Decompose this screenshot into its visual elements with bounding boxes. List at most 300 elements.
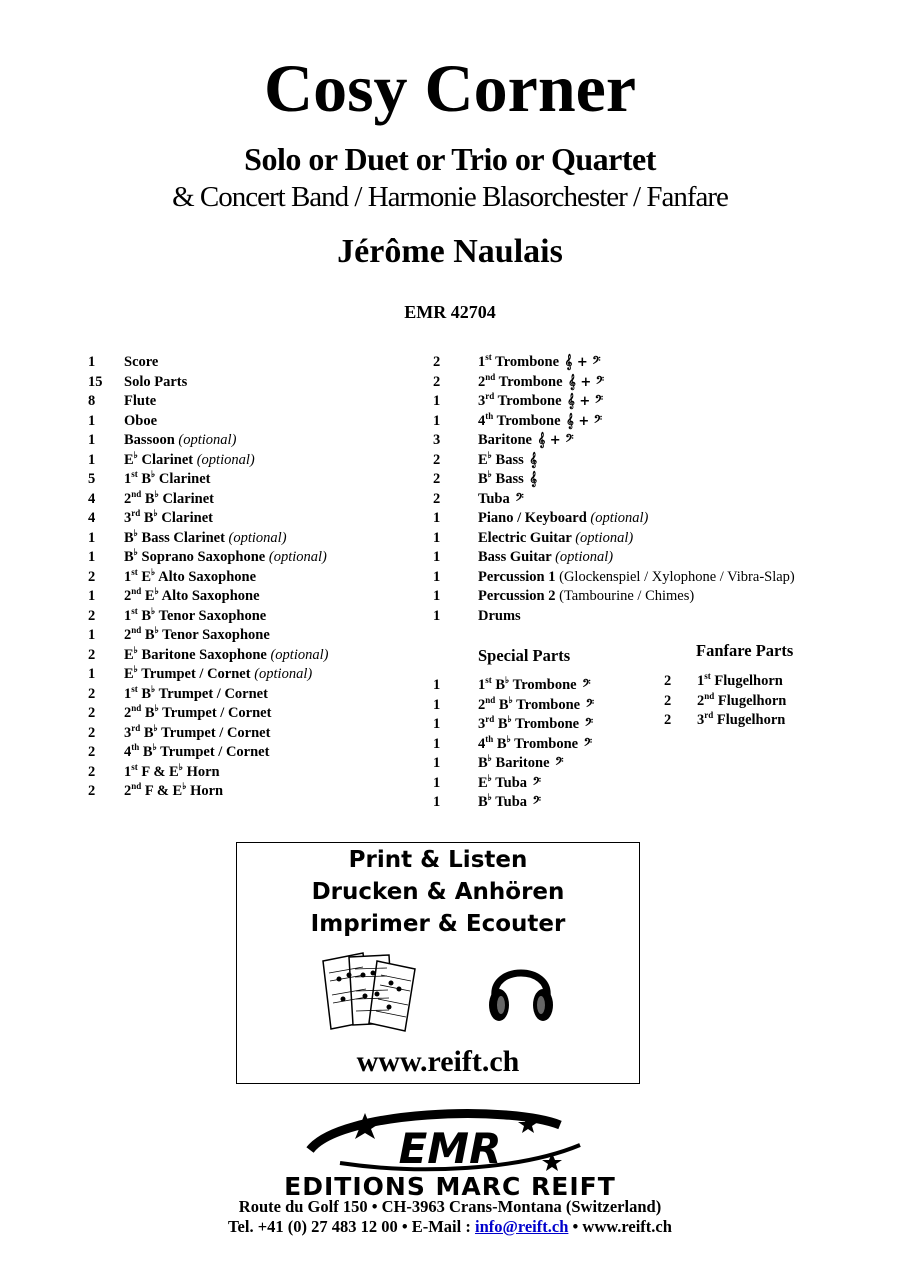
part-name-segment: B — [478, 755, 488, 771]
part-name-segment: th — [131, 742, 140, 753]
part-name-segment: B — [491, 677, 506, 693]
part-name-segment: Percussion 1 — [478, 568, 560, 585]
part-name-segment: 3 — [478, 393, 486, 409]
part-name — [124, 412, 157, 432]
part-name-segment: B — [140, 510, 154, 526]
bass-clef-icon: 𝄢 — [532, 775, 541, 791]
parts-list-left — [88, 353, 328, 802]
part-quantity: 1 — [433, 568, 441, 585]
part-name — [478, 676, 591, 696]
bass-clef-icon: 𝄢 — [532, 795, 541, 810]
part-quantity: 15 — [88, 373, 103, 390]
subtitle: Solo or Duet or Trio or Quartet — [244, 141, 656, 177]
part-row — [88, 412, 328, 432]
part-name — [124, 568, 256, 588]
part-name-segment: Trombone — [511, 716, 583, 732]
part-row — [433, 676, 594, 696]
part-quantity: 1 — [433, 755, 441, 771]
part-name — [124, 626, 270, 646]
part-name-segment: Baritone Saxophone — [137, 646, 271, 663]
part-name-segment: B — [124, 529, 134, 546]
part-row — [433, 607, 795, 627]
part-name — [697, 672, 783, 692]
bass-clef-icon: 𝄢 — [583, 736, 593, 752]
part-name-segment: ♭ — [182, 781, 187, 792]
part-row — [88, 568, 328, 588]
part-name-segment: nd — [131, 781, 142, 792]
part-row — [88, 743, 328, 763]
part-name-segment: nd — [131, 703, 142, 714]
part-quantity: 2 — [88, 685, 96, 702]
part-name-segment: E — [478, 774, 488, 791]
part-name — [124, 529, 287, 549]
part-name — [478, 548, 613, 568]
part-name — [478, 353, 601, 373]
part-name-segment: Trombone — [509, 677, 581, 693]
part-name-segment: 1 — [124, 568, 132, 585]
part-name-segment: ♭ — [151, 566, 156, 577]
part-name-segment: 1 — [124, 685, 132, 702]
part-row — [88, 782, 328, 802]
part-name-segment: 1 — [124, 763, 132, 780]
part-name-segment: Drums — [478, 607, 521, 624]
part-name-segment: 4 — [478, 412, 486, 429]
part-name-segment: ♭ — [151, 605, 156, 616]
part-name-segment: Alto Saxophone — [158, 588, 260, 604]
treble-bass-clef-icon: 𝄞 + 𝄢 — [568, 374, 605, 390]
part-name-segment: ♭ — [154, 586, 159, 597]
part-name-segment: F & E — [141, 783, 183, 799]
part-name-segment: Trumpet / Cornet — [155, 685, 268, 702]
part-name-segment: Tenor Saxophone — [155, 607, 267, 624]
part-name-segment: Trumpet / Cornet — [158, 705, 272, 721]
part-name-segment: rd — [485, 391, 495, 402]
part-name-segment: 2 — [478, 373, 486, 390]
part-name-segment: E — [124, 666, 134, 682]
part-name-segment: Solo Parts — [124, 373, 188, 390]
part-quantity: 1 — [88, 412, 96, 429]
part-name-segment: (Glockenspiel / Xylophone / Vibra-Slap) — [559, 568, 795, 585]
part-quantity: 1 — [433, 696, 441, 713]
part-quantity: 2 — [88, 744, 96, 760]
publisher-name: EDITIONS MARC REIFT — [284, 1172, 616, 1201]
part-name — [478, 509, 648, 529]
part-name-segment: Flugelhorn — [714, 692, 787, 709]
part-name-segment: ♭ — [487, 753, 492, 764]
part-name-segment: ♭ — [487, 792, 492, 803]
part-quantity: 2 — [88, 763, 96, 780]
part-name-segment: B — [478, 471, 488, 487]
part-name-segment: B — [141, 627, 155, 643]
part-name-segment: rd — [485, 714, 495, 725]
part-name-segment: B — [494, 716, 508, 732]
part-name — [478, 568, 795, 588]
part-name-segment: Trombone — [495, 373, 567, 390]
part-name-segment: 2 — [124, 490, 132, 507]
part-name-segment: Flute — [124, 393, 157, 409]
bass-clef-icon: 𝄢 — [555, 756, 564, 771]
part-quantity: 1 — [433, 529, 441, 546]
part-name — [478, 373, 604, 393]
part-name-segment: Flugelhorn — [710, 673, 783, 689]
part-name — [124, 548, 327, 568]
part-name — [478, 696, 594, 716]
part-row — [88, 353, 328, 373]
part-name-segment: ♭ — [133, 547, 138, 558]
part-name-segment: ♭ — [153, 722, 158, 733]
part-name-segment: st — [704, 671, 711, 682]
part-name-segment: 3 — [478, 716, 486, 732]
part-name — [478, 431, 574, 451]
part-name-segment: Tuba — [491, 794, 531, 810]
part-name-segment: 1 — [478, 677, 486, 693]
part-name — [478, 392, 603, 412]
part-name-segment: 3 — [124, 510, 132, 526]
part-name-segment: Oboe — [124, 412, 158, 429]
part-name — [124, 743, 269, 763]
part-name-segment: Clarinet — [137, 451, 197, 468]
part-name-segment: F & E — [137, 763, 179, 780]
part-name-segment: nd — [131, 625, 142, 636]
part-row — [433, 715, 594, 735]
part-name-segment: st — [485, 352, 492, 363]
part-name-segment: Soprano Saxophone — [137, 549, 269, 565]
part-name-segment: (optional) — [254, 666, 313, 682]
part-name-segment: E — [478, 451, 488, 468]
part-name-segment: ♭ — [154, 625, 159, 636]
part-row — [433, 373, 795, 393]
part-name — [478, 587, 694, 607]
part-name-segment: Bass Guitar — [478, 549, 556, 565]
part-name-segment: ♭ — [487, 449, 492, 460]
part-row — [433, 568, 795, 588]
part-row — [433, 754, 594, 774]
promo-line-french: Imprimer & Ecouter — [310, 911, 566, 937]
part-name — [697, 711, 785, 731]
part-name-segment: (optional) — [575, 529, 634, 546]
part-name-segment: ♭ — [133, 644, 138, 655]
part-name — [478, 735, 592, 755]
part-name-segment: (optional) — [555, 549, 614, 565]
part-name-segment: 1 — [124, 471, 132, 487]
part-name-segment: (Tambourine / Chimes) — [559, 588, 695, 604]
part-quantity: 1 — [433, 607, 441, 624]
part-name-segment: ♭ — [154, 703, 159, 714]
instrumentation-subtitle: & Concert Band / Harmonie Blasorchester / Fanfare — [172, 181, 728, 213]
part-name-segment: 2 — [124, 705, 132, 721]
part-name-segment: E — [137, 568, 152, 585]
part-quantity: 1 — [433, 677, 441, 693]
part-name-segment: ♭ — [151, 469, 156, 480]
part-quantity: 4 — [88, 510, 96, 526]
part-name — [124, 470, 210, 490]
part-row — [88, 490, 328, 510]
part-name-segment: B — [478, 794, 488, 810]
part-name-segment: nd — [485, 694, 496, 705]
part-name-segment: Baritone — [478, 432, 536, 448]
part-row — [88, 665, 328, 685]
part-row — [433, 431, 795, 451]
part-name-segment: ♭ — [178, 761, 183, 772]
part-name — [478, 451, 537, 471]
promo-website-link[interactable]: www.reift.ch — [356, 1045, 520, 1078]
contact-phone: Tel. +41 (0) 27 483 12 00 • E-Mail : — [228, 1217, 475, 1236]
part-name-segment: th — [485, 733, 494, 744]
part-row — [433, 509, 795, 529]
part-name-segment: Piano / Keyboard — [478, 510, 591, 526]
part-row — [88, 685, 328, 705]
part-name — [124, 509, 213, 529]
part-name-segment: st — [131, 566, 138, 577]
part-name-segment: Score — [124, 354, 159, 370]
part-name-segment: Trumpet / Cornet — [157, 724, 271, 741]
part-quantity: 3 — [433, 432, 441, 448]
part-name — [124, 782, 223, 802]
part-name-segment: nd — [485, 371, 496, 382]
part-row — [88, 431, 328, 451]
part-name-segment: 2 — [124, 627, 132, 643]
part-name-segment: E — [124, 646, 134, 663]
part-row — [433, 548, 795, 568]
part-name-segment: (optional) — [270, 646, 329, 663]
part-name — [124, 353, 158, 373]
part-name-segment: Trumpet / Cornet — [156, 744, 270, 760]
part-row — [433, 451, 795, 471]
part-name-segment: st — [131, 683, 138, 694]
part-name-segment: B — [141, 490, 155, 507]
publisher-contact — [0, 1217, 900, 1237]
part-name-segment: B — [495, 696, 509, 713]
part-name-segment: 2 — [124, 588, 132, 604]
part-name-segment: Horn — [182, 763, 220, 780]
part-row — [433, 392, 795, 412]
promo-line-german: Drucken & Anhören — [311, 879, 565, 905]
part-quantity: 2 — [88, 607, 96, 624]
bass-clef-icon: 𝄢 — [515, 491, 524, 507]
part-name-segment: 1 — [124, 607, 132, 624]
part-name-segment: 1 — [697, 673, 705, 689]
part-row — [433, 793, 594, 813]
part-name — [478, 715, 593, 735]
part-quantity: 1 — [433, 549, 441, 565]
part-name — [478, 490, 524, 510]
part-name-segment: ♭ — [506, 733, 511, 744]
special-parts-heading: Special Parts — [478, 646, 571, 665]
bass-clef-icon: 𝄢 — [582, 678, 591, 693]
treble-bass-clef-icon: 𝄞 + 𝄢 — [567, 394, 604, 409]
part-name-segment: (optional) — [178, 432, 237, 448]
part-name-segment: 2 — [697, 692, 705, 709]
part-quantity: 2 — [433, 354, 441, 370]
part-quantity: 2 — [88, 724, 96, 741]
part-row — [88, 451, 328, 471]
part-quantity: 1 — [433, 412, 441, 429]
part-quantity: 1 — [88, 666, 96, 682]
part-name-segment: Clarinet — [158, 490, 214, 507]
part-name-segment: 3 — [697, 712, 705, 728]
part-name-segment: 2 — [478, 696, 486, 713]
bass-clef-icon: 𝄢 — [585, 697, 595, 713]
part-name-segment: Percussion 2 — [478, 588, 560, 604]
part-quantity: 1 — [433, 716, 441, 732]
part-name-segment: Trumpet / Cornet — [137, 666, 255, 682]
part-name-segment: Trombone — [512, 696, 584, 713]
part-row — [433, 587, 795, 607]
treble-clef-icon: 𝄞 — [529, 452, 538, 468]
part-row — [88, 392, 328, 412]
part-name — [124, 704, 271, 724]
part-name — [124, 685, 268, 705]
part-quantity: 4 — [88, 490, 96, 507]
treble-clef-icon: 𝄞 — [529, 472, 538, 487]
part-name-segment: ♭ — [133, 449, 138, 460]
part-row — [433, 529, 795, 549]
part-quantity: 1 — [88, 354, 96, 370]
part-name-segment: Electric Guitar — [478, 529, 576, 546]
part-quantity: 2 — [433, 373, 441, 390]
part-name — [478, 754, 564, 774]
treble-bass-clef-icon: 𝄞 + 𝄢 — [537, 433, 574, 448]
treble-bass-clef-icon: 𝄞 + 𝄢 — [564, 355, 601, 370]
part-name-segment: 2 — [124, 783, 132, 799]
part-quantity: 1 — [88, 588, 96, 604]
part-quantity: 1 — [433, 794, 441, 810]
print-listen-box — [236, 842, 640, 1084]
part-name-segment: 3 — [124, 724, 132, 741]
part-name-segment: Baritone — [491, 755, 554, 771]
part-name-segment: B — [140, 724, 154, 741]
part-row — [664, 711, 786, 731]
part-name-segment: ♭ — [507, 714, 512, 725]
part-row — [433, 735, 594, 755]
part-name-segment: B — [493, 735, 507, 752]
part-name-segment: rd — [131, 508, 141, 519]
part-quantity: 2 — [433, 451, 441, 468]
part-name-segment: ♭ — [153, 508, 158, 519]
promo-line-english: Print & Listen — [348, 847, 528, 873]
part-name-segment: Alto Saxophone — [155, 568, 257, 585]
part-name-segment: st — [131, 605, 138, 616]
part-name-segment: Clarinet — [157, 510, 213, 526]
part-row — [88, 704, 328, 724]
part-row — [88, 470, 328, 490]
part-row — [88, 548, 328, 568]
bass-clef-icon: 𝄢 — [584, 717, 594, 732]
part-name-segment: Tuba — [478, 490, 514, 507]
part-name-segment: (optional) — [590, 510, 649, 526]
part-name-segment: rd — [131, 722, 141, 733]
headphones-icon — [487, 951, 555, 1029]
part-name — [478, 470, 537, 490]
part-name-segment: B — [137, 607, 152, 624]
part-name-segment: Tuba — [491, 774, 531, 791]
part-name — [478, 774, 541, 794]
part-name — [124, 763, 220, 783]
part-name-segment: ♭ — [151, 683, 156, 694]
part-row — [664, 672, 786, 692]
part-name — [124, 724, 270, 744]
part-name-segment: B — [141, 705, 155, 721]
part-name — [124, 665, 312, 685]
part-name-segment: Trombone — [510, 735, 582, 752]
part-row — [88, 509, 328, 529]
part-name-segment: (optional) — [196, 451, 255, 468]
part-quantity: 1 — [433, 393, 441, 409]
part-quantity: 2 — [433, 471, 441, 487]
fanfare-parts-list — [664, 672, 786, 731]
part-name — [124, 451, 255, 471]
part-name-segment: 1 — [478, 354, 486, 370]
part-name-segment: (optional) — [268, 549, 327, 565]
part-quantity: 1 — [88, 432, 96, 448]
part-quantity: 1 — [433, 588, 441, 604]
part-name-segment: Tenor Saxophone — [158, 627, 270, 643]
part-name-segment: B — [139, 744, 153, 760]
part-quantity: 2 — [88, 646, 96, 663]
catalog-number: EMR 42704 — [404, 302, 496, 322]
part-row — [88, 373, 328, 393]
part-quantity: 2 — [664, 673, 672, 689]
contact-website[interactable]: • www.reift.ch — [568, 1217, 672, 1236]
publisher-address: Route du Golf 150 • CH-3963 Crans-Montana (Switzerland) — [238, 1197, 662, 1216]
part-quantity: 2 — [664, 692, 672, 709]
logo-text: EMR — [398, 1124, 502, 1173]
part-row — [433, 353, 795, 373]
part-quantity: 2 — [88, 705, 96, 721]
part-name-segment: ♭ — [505, 675, 510, 686]
part-name-segment: st — [485, 675, 492, 686]
part-row — [88, 646, 328, 666]
part-name-segment: rd — [704, 710, 714, 721]
part-name-segment: Trombone — [491, 354, 563, 370]
part-name-segment: st — [131, 761, 138, 772]
part-name-segment: 4 — [478, 735, 486, 752]
part-name — [124, 646, 328, 666]
part-row — [664, 692, 786, 712]
part-quantity: 1 — [433, 735, 441, 752]
part-name-segment: ♭ — [133, 527, 138, 538]
part-row — [88, 587, 328, 607]
treble-bass-clef-icon: 𝄞 + 𝄢 — [566, 413, 603, 429]
part-row — [88, 724, 328, 744]
part-name-segment: Clarinet — [155, 471, 211, 487]
part-name-segment: (optional) — [228, 529, 287, 546]
part-name-segment: ♭ — [152, 742, 157, 753]
part-quantity: 1 — [88, 529, 96, 546]
part-name-segment: ♭ — [487, 772, 492, 783]
part-row — [88, 607, 328, 627]
part-row — [433, 490, 795, 510]
part-name-segment: Horn — [186, 783, 224, 799]
part-name — [124, 392, 156, 412]
part-quantity: 1 — [88, 549, 96, 565]
email-link[interactable]: info@reift.ch — [474, 1217, 569, 1236]
part-name-segment: ♭ — [154, 488, 159, 499]
part-quantity: 1 — [88, 451, 96, 468]
fanfare-parts-heading: Fanfare Parts — [696, 641, 794, 660]
part-name-segment: B — [137, 685, 152, 702]
part-quantity: 1 — [88, 627, 96, 643]
part-name-segment: th — [485, 410, 494, 421]
part-row — [433, 412, 795, 432]
part-name — [124, 431, 236, 451]
part-name — [478, 412, 602, 432]
part-name — [478, 529, 633, 549]
part-quantity: 2 — [433, 490, 441, 507]
part-name-segment: B — [124, 549, 134, 565]
part-row — [433, 470, 795, 490]
part-name-segment: Bass — [491, 451, 528, 468]
